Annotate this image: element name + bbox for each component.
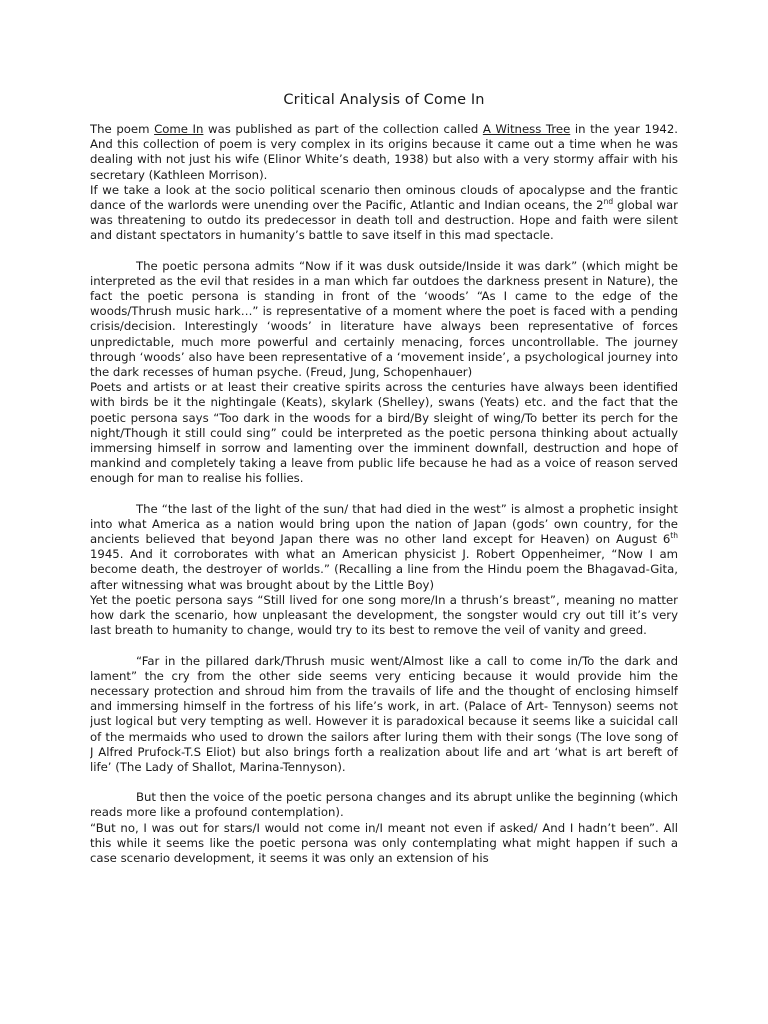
paragraph-last-light bbox=[90, 502, 678, 593]
p2-text-2: global war was threatening to outdo its predecessor in death toll and destruction. Hope and faith were silent and distant spectators in humanity’s battle to save itself in this mad spectacle. bbox=[90, 198, 678, 243]
p5-text-2: 1945. And it corroborates with what an American physicist J. Robert Oppenheimer, “Now I am become death, the destroyer of worlds.” (Recalling a line from the Hindu poem the Bhagavad-Gita, after witnessing what was brought about by the Little Boy) bbox=[90, 547, 678, 592]
paragraph-publication bbox=[90, 122, 678, 183]
p5-text-1: The “the last of the light of the sun/ that had died in the west” is almost a prophetic insight into what America as a nation would bring upon the nation of Japan (gods’ own country, for the ancients believed that beyond Japan there was no other land except for Heaven) on August 6 bbox=[90, 501, 678, 547]
paragraph-one-song-more: Yet the poetic persona says “Still lived for one song more/In a thrush’s breast”, meaning no matter how dark the scenario, how unpleasant the development, the songster would cry out till it’s very last breath to humanity to change, would try to its best to remove the veil of vanity and greed. bbox=[90, 592, 678, 638]
poem-title-link: Come In bbox=[154, 122, 204, 136]
p1-text-2: was published as part of the collection called bbox=[203, 122, 483, 136]
paragraph-gap bbox=[90, 639, 678, 654]
p2-text-1: If we take a look at the socio political scenario then ominous clouds of apocalypse and the frantic dance of the warlords were unending over the Pacific, Atlantic and Indian oceans, the 2 bbox=[90, 182, 678, 213]
paragraph-pillared-dark: “Far in the pillared dark/Thrush music went/Almost like a call to come in/To the dark and lament” the cry from the other side seems very enticing because it would provide him the necessary protection and shroud him from the travails of life and the thought of enclosing himself and immersing himself in the fortress of his life’s work, in art. (Palace of Art- Tennyson) seems not just logical but very tempting as well. However it is paradoxical because it seems like a suicidal call of the mermaids who used to drown the sailors after luring them with their songs (The love song of J Alfred Prufock-T.S Eliot) but also brings forth a realization about life and art ‘what is art bereft of life’ (The Lady of Shallot, Marina-Tennyson). bbox=[90, 653, 678, 774]
paragraph-out-for-stars: “But no, I was out for stars/I would not come in/I meant not even if asked/ And I hadn’t been”. All this while it seems like the poetic persona was only contemplating what might happen if such a case scenario development, it seems it was only an extension of his bbox=[90, 820, 678, 865]
p2-superscript: nd bbox=[603, 197, 614, 207]
collection-title-link: A Witness Tree bbox=[482, 122, 571, 136]
paragraph-gap bbox=[90, 244, 678, 259]
paragraph-poets-birds: Poets and artists or at least their creative spirits across the centuries have always been identified with birds be it the nightingale (Keats), skylark (Shelley), swans (Yeats) etc. and the fact that the poetic persona says “Too dark in the woods for a bird/By sleight of wing/To better its perch for the night/Though it still could sing” could be interpreted as the poetic persona thinking about actually immersing himself in sorrow and lamenting over the imminent downfall, destruction and hope of mankind and completely taking a leave from public life because he had as a voice of reason served enough for man to realise his follies. bbox=[90, 380, 678, 486]
paragraph-voice-changes: But then the voice of the poetic persona changes and its abrupt unlike the beginning (which reads more like a profound contemplation). bbox=[90, 790, 678, 820]
paragraph-socio-political bbox=[90, 183, 678, 244]
paragraph-dusk-woods: The poetic persona admits “Now if it was dusk outside/Inside it was dark” (which might be interpreted as the evil that resides in a man which far outdoes the darkness present in Nature), the fact the poetic persona is standing in front of the ‘woods’ “As I came to the edge of the woods/Thrush music hark…” is representative of a moment where the poet is faced with a pending crisis/decision. Interestingly ‘woods’ in literature have always been representative of forces unpredictable, much more powerful and certainly menacing, forces uncontrollable. The journey through ‘woods’ also have been representative of a ‘movement inside’, a psychological journey into the dark recesses of human psyche. (Freud, Jung, Schopenhauer) bbox=[90, 258, 678, 380]
p1-text-3: in the year 1942. And this collection of poem is very complex in its origins because it came out a time when he was dealing with not just his wife (Elinor White’s death, 1938) but also with a very stormy affair with his secretary (Kathleen Morrison). bbox=[90, 122, 678, 182]
p1-text-1: The poem bbox=[90, 122, 155, 136]
document-title: Critical Analysis of Come In bbox=[283, 92, 485, 108]
document-page bbox=[90, 92, 678, 1024]
p5-superscript: th bbox=[670, 531, 678, 541]
paragraph-gap bbox=[90, 487, 678, 502]
paragraph-gap bbox=[90, 775, 678, 790]
